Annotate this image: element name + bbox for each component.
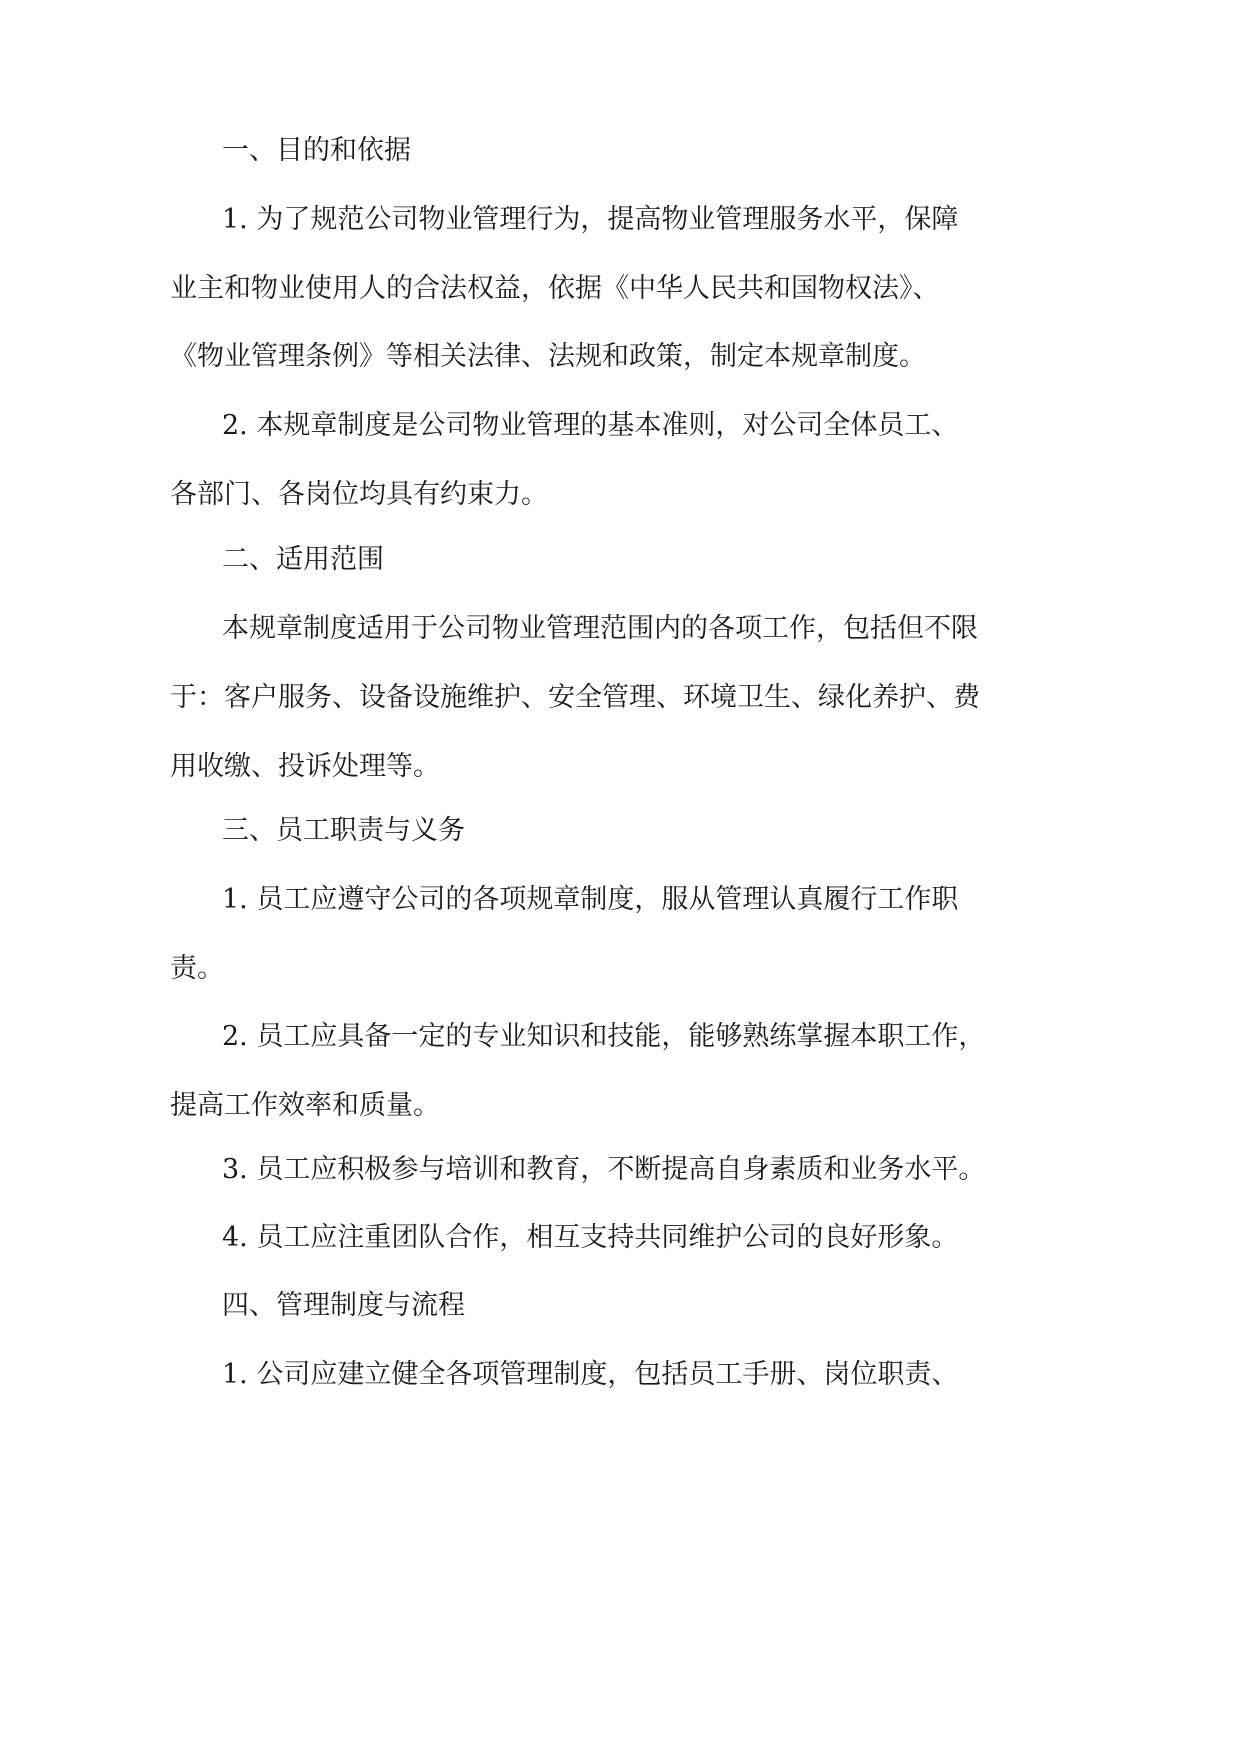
paragraph-line: 业主和物业使用人的合法权益，依据《中华人民共和国物权法》、 bbox=[170, 273, 940, 304]
paragraph-line: 2. 本规章制度是公司物业管理的基本准则，对公司全体员工、 bbox=[222, 410, 959, 441]
paragraph-line: 3. 员工应积极参与培训和教育，不断提高自身素质和业务水平。 bbox=[222, 1154, 986, 1185]
paragraph-line: 本规章制度适用于公司物业管理范围内的各项工作，包括但不限 bbox=[222, 613, 978, 644]
paragraph-line: 提高工作效率和质量。 bbox=[170, 1090, 440, 1121]
paragraph-line: 1. 员工应遵守公司的各项规章制度，服从管理认真履行工作职 bbox=[222, 884, 959, 915]
section-heading-purpose: 一、目的和依据 bbox=[222, 135, 411, 166]
paragraph-line: 1. 为了规范公司物业管理行为，提高物业管理服务水平，保障 bbox=[222, 204, 959, 235]
section-heading-scope: 二、适用范围 bbox=[222, 544, 384, 575]
paragraph-line: 《物业管理条例》等相关法律、法规和政策，制定本规章制度。 bbox=[170, 341, 926, 372]
paragraph-line: 各部门、各岗位均具有约束力。 bbox=[170, 479, 548, 510]
section-heading-duties: 三、员工职责与义务 bbox=[222, 815, 465, 846]
paragraph-line: 于：客户服务、设备设施维护、安全管理、环境卫生、绿化养护、费 bbox=[170, 682, 980, 713]
paragraph-line: 2. 员工应具备一定的专业知识和技能，能够熟练掌握本职工作， bbox=[222, 1021, 986, 1052]
paragraph-line: 1. 公司应建立健全各项管理制度，包括员工手册、岗位职责、 bbox=[222, 1359, 959, 1390]
paragraph-line: 责。 bbox=[170, 953, 224, 984]
paragraph-line: 用收缴、投诉处理等。 bbox=[170, 751, 440, 782]
paragraph-line: 4. 员工应注重团队合作，相互支持共同维护公司的良好形象。 bbox=[222, 1222, 959, 1253]
section-heading-management: 四、管理制度与流程 bbox=[222, 1290, 465, 1321]
